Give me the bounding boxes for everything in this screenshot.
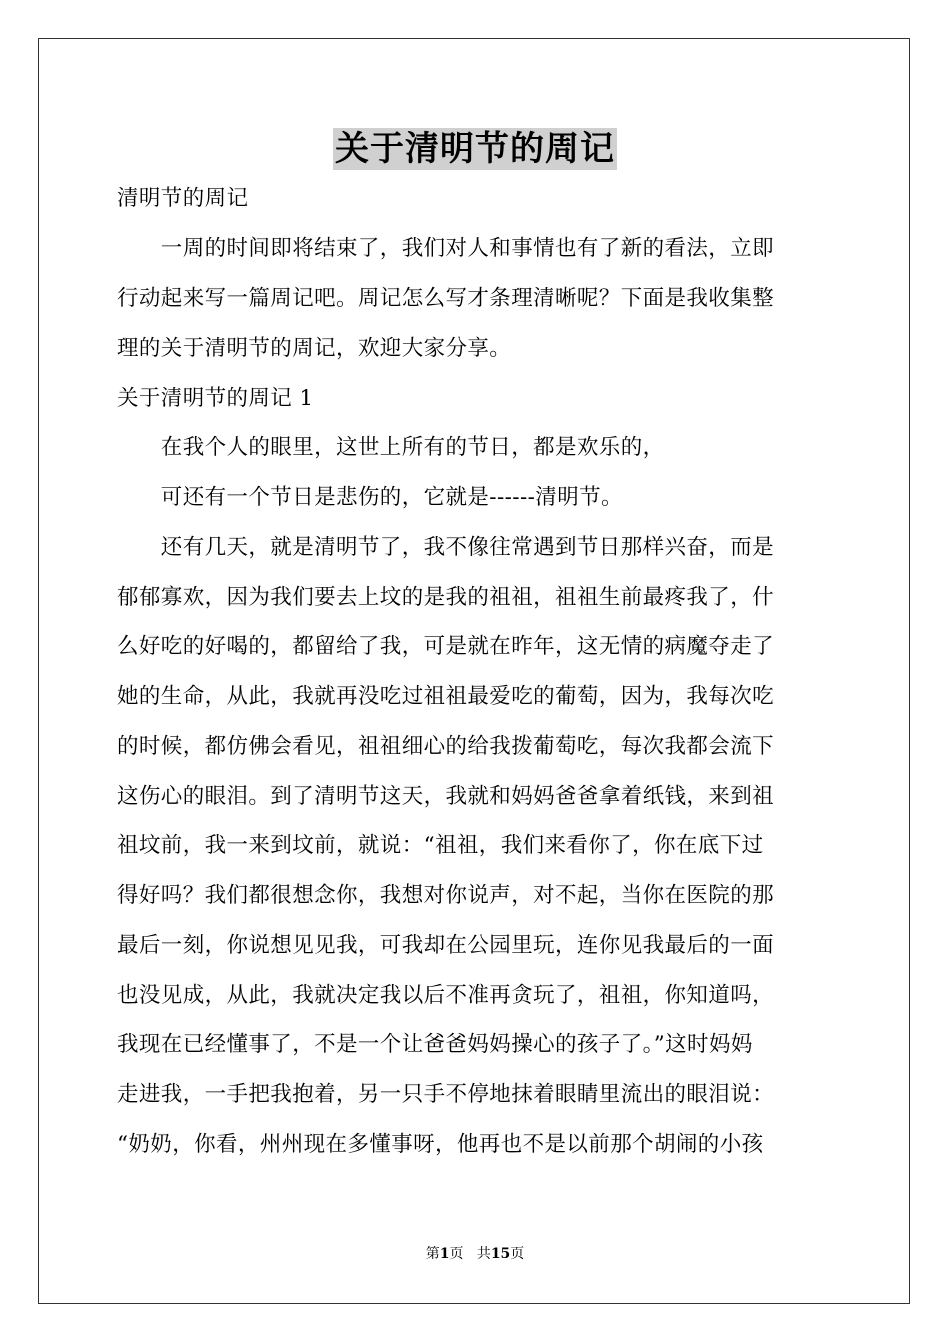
page-prefix: 第 [425, 1246, 440, 1262]
text-line-17: 也没见成，从此，我就决定我以后不准再贪玩了，祖祖，你知道吗， [117, 983, 775, 1008]
page-border [38, 38, 910, 1304]
text-line-9: 郁郁寡欢，因为我们要去上坟的是我的祖祖，祖祖生前最疼我了，什 [117, 585, 775, 610]
page-number: 1 [439, 1246, 450, 1262]
page-footer [0, 1244, 950, 1264]
page-suffix: 页 [449, 1246, 464, 1262]
text-line-20: “奶奶，你看，州州现在多懂事呀，他再也不是以前那个胡闹的小孩 [117, 1132, 764, 1157]
title-wrap [0, 128, 950, 170]
total-pages: 15 [490, 1246, 511, 1262]
text-line-19: 走进我，一手把我抱着，另一只手不停地抹着眼睛里流出的眼泪说： [117, 1082, 775, 1107]
text-line-6: 在我个人的眼里，这世上所有的节日，都是欢乐的， [117, 435, 665, 460]
text-line-15: 得好吗？我们都很想念你，我想对你说声，对不起，当你在医院的那 [117, 883, 775, 908]
text-line-13: 这伤心的眼泪。到了清明节这天，我就和妈妈爸爸拿着纸钱，来到祖 [117, 784, 775, 809]
text-line-16: 最后一刻，你说想见见我，可我却在公园里玩，连你见我最后的一面 [117, 933, 775, 958]
text-line-2: 一周的时间即将结束了，我们对人和事情也有了新的看法，立即 [117, 236, 775, 261]
text-line-3: 行动起来写一篇周记吧。周记怎么写才条理清晰呢？下面是我收集整 [117, 286, 775, 311]
text-line-1: 清明节的周记 [117, 186, 249, 211]
text-line-11: 她的生命，从此，我就再没吃过祖祖最爱吃的葡萄，因为，我每次吃 [117, 684, 775, 709]
total-suffix: 页 [510, 1246, 525, 1262]
text-line-18: 我现在已经懂事了，不是一个让爸爸妈妈操心的孩子了。”这时妈妈 [117, 1032, 753, 1057]
text-line-14: 祖坟前，我一来到坟前，就说：“祖祖，我们来看你了，你在底下过 [117, 833, 764, 858]
text-line-12: 的时候，都仿佛会看见，祖祖细心的给我拨葡萄吃，每次我都会流下 [117, 734, 775, 759]
document-title: 关于清明节的周记 [335, 129, 615, 169]
text-line-5: 关于清明节的周记 1 [117, 386, 314, 411]
text-line-4: 理的关于清明节的周记，欢迎大家分享。 [117, 336, 512, 361]
text-line-7: 可还有一个节日是悲伤的，它就是------清明节。 [117, 485, 623, 510]
total-prefix: 共 [476, 1246, 491, 1262]
text-line-10: 么好吃的好喝的，都留给了我，可是就在昨年，这无情的病魔夺走了 [117, 634, 775, 659]
text-line-8: 还有几天，就是清明节了，我不像往常遇到节日那样兴奋，而是 [117, 535, 775, 560]
